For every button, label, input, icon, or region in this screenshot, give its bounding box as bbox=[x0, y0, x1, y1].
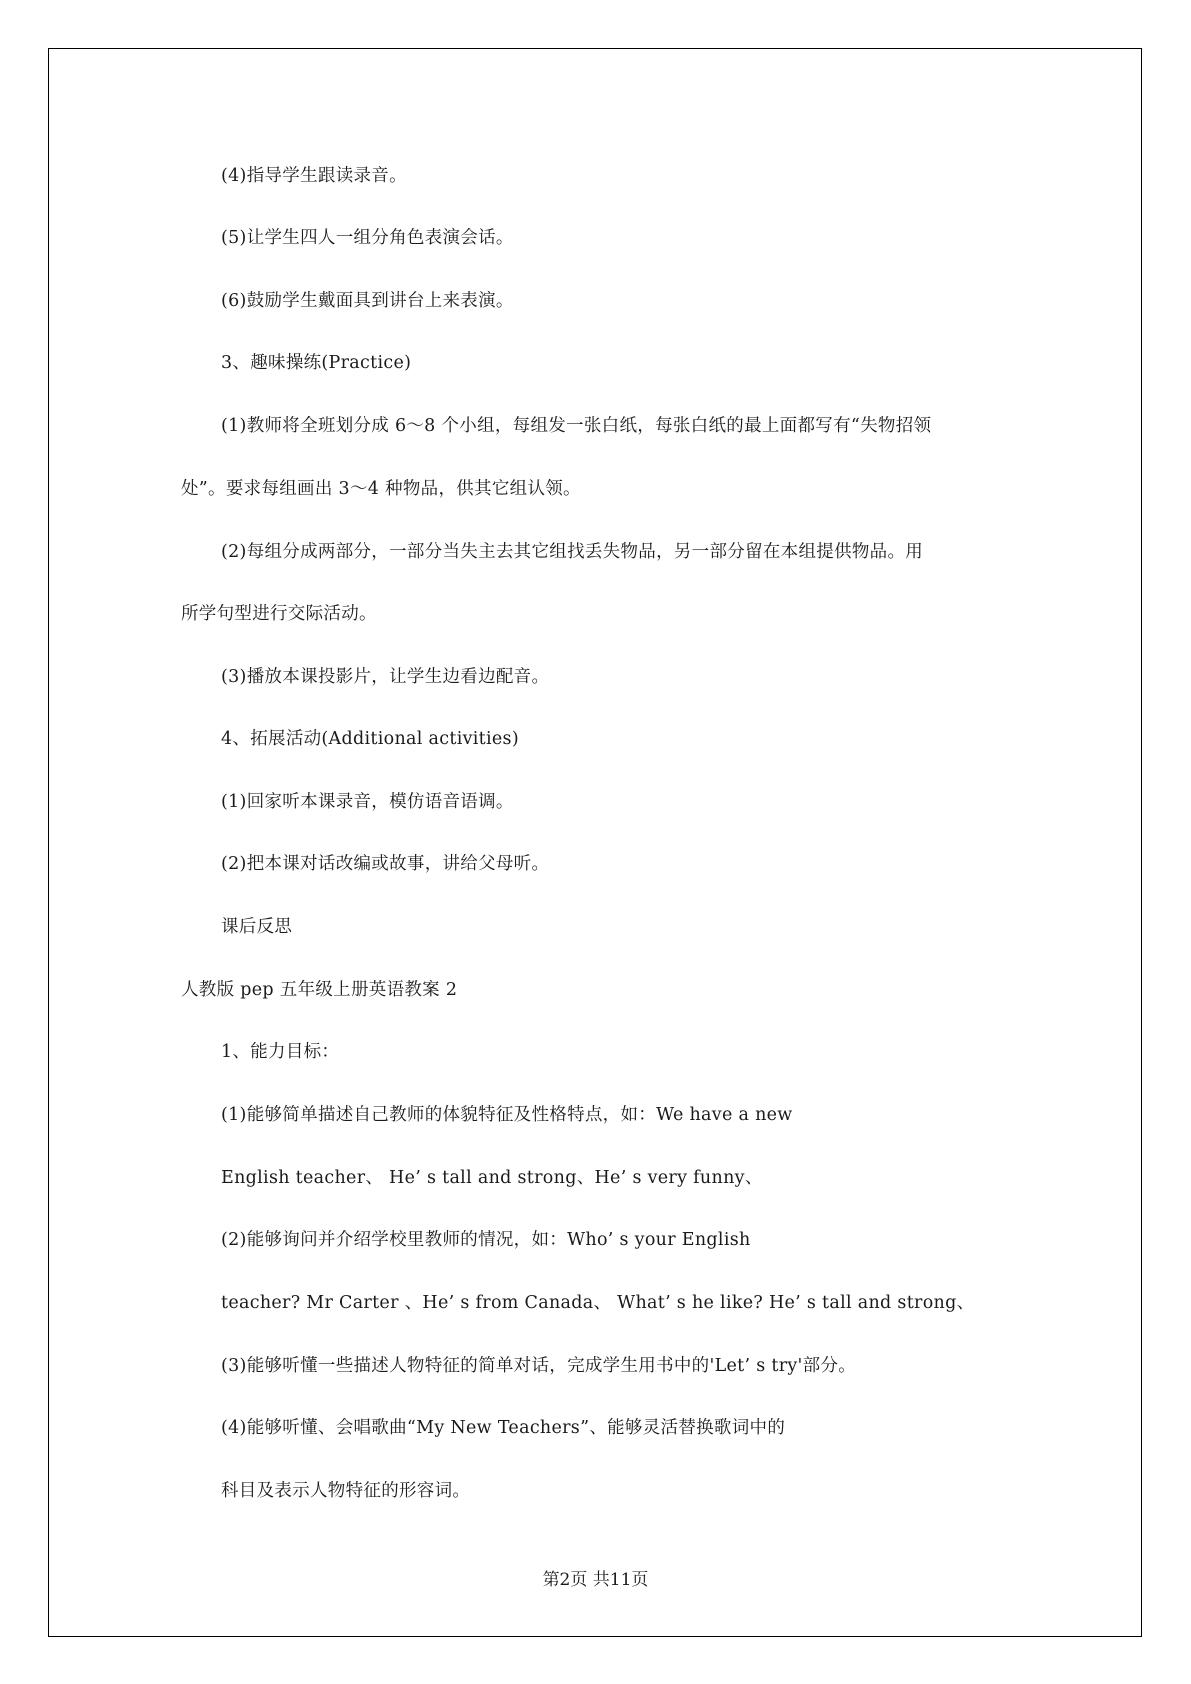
paragraph-line: (4)指导学生跟读录音。 bbox=[221, 166, 407, 186]
paragraph-line: English teacher、 He’ s tall and strong、He’ s very funny、 bbox=[221, 1168, 763, 1188]
paragraph-line: (2)把本课对话改编或故事，讲给父母听。 bbox=[221, 854, 550, 874]
paragraph-line: (2)每组分成两部分，一部分当失主去其它组找丢失物品，另一部分留在本组提供物品。用 bbox=[221, 542, 924, 562]
paragraph-line: teacher? Mr Carter 、He’ s from Canada、 What’ s he like? He’ s tall and strong、 bbox=[221, 1293, 975, 1313]
section-heading: 课后反思 bbox=[221, 917, 293, 937]
page-border bbox=[48, 48, 1142, 1637]
paragraph-line: 处”。要求每组画出 3～4 种物品，供其它组认领。 bbox=[181, 479, 581, 499]
document-title: 人教版 pep 五年级上册英语教案 2 bbox=[181, 980, 458, 1000]
section-heading: 3、趣味操练(Practice) bbox=[221, 353, 412, 373]
section-heading: 4、拓展活动(Additional activities) bbox=[221, 729, 519, 749]
page-number-footer: 第2页 共11页 bbox=[542, 1570, 649, 1590]
paragraph-line: (3)播放本课投影片，让学生边看边配音。 bbox=[221, 667, 550, 687]
paragraph-line: (1)回家听本课录音，模仿语音语调。 bbox=[221, 792, 514, 812]
paragraph-line: (1)教师将全班划分成 6～8 个小组，每组发一张白纸，每张白纸的最上面都写有“失物招领 bbox=[221, 416, 932, 436]
paragraph-line: (1)能够简单描述自己教师的体貌特征及性格特点，如：We have a new bbox=[221, 1105, 793, 1125]
paragraph-line: (4)能够听懂、会唱歌曲“My New Teachers”、能够灵活替换歌词中的 bbox=[221, 1418, 786, 1438]
paragraph-line: (3)能够听懂一些描述人物特征的简单对话，完成学生用书中的'Let’ s try'部分。 bbox=[221, 1356, 857, 1376]
paragraph-line: 科目及表示人物特征的形容词。 bbox=[221, 1481, 471, 1501]
section-heading: 1、能力目标： bbox=[221, 1042, 340, 1062]
paragraph-line: (2)能够询问并介绍学校里教师的情况，如：Who’ s your English bbox=[221, 1230, 751, 1250]
paragraph-line: (5)让学生四人一组分角色表演会话。 bbox=[221, 228, 514, 248]
paragraph-line: 所学句型进行交际活动。 bbox=[181, 604, 377, 624]
paragraph-line: (6)鼓励学生戴面具到讲台上来表演。 bbox=[221, 291, 514, 311]
